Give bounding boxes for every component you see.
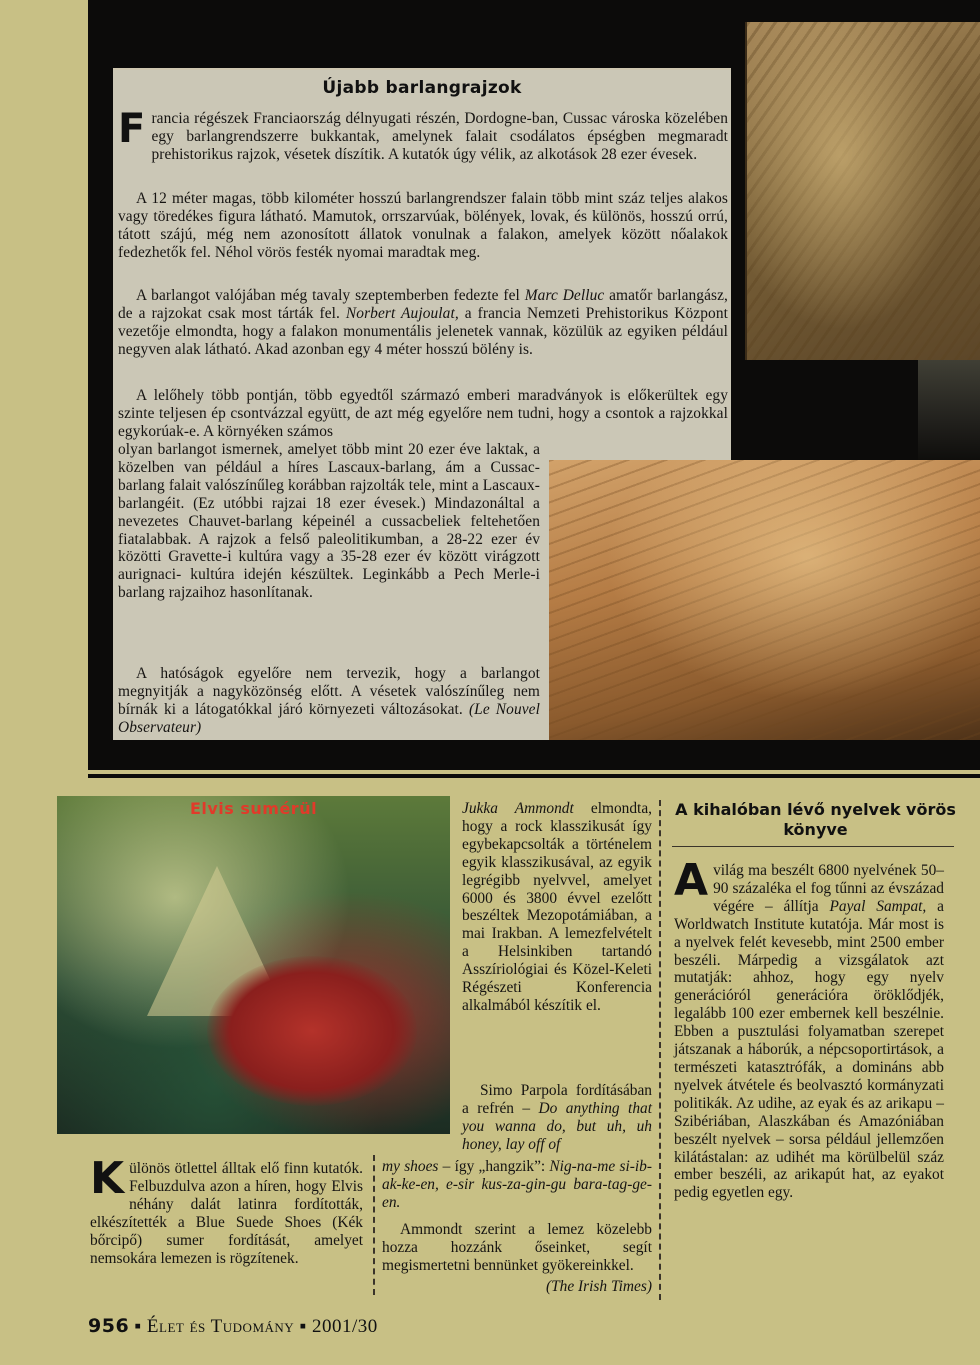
person-name: Marc Delluc (524, 287, 605, 304)
source-credit: (Le Nouvel Observateur) (118, 700, 540, 736)
article-paragraph-3: A barlangot valójában még tavaly szeptemberben fedezte fel Marc Delluc amatőr barlangász, de a rajzokat csak most tárták fel. Norbert Aujoulat, a francia Nemzeti Prehistorikus Központ vezetője elmondta, hogy a falakon monumentális jelenetek vannak, közülük az egyiken például negyven alak látható. Akad azonban egy 4 méter hosszú bölény is. (118, 287, 728, 358)
source-credit: (The Irish Times) (545, 1278, 652, 1295)
album-title: Elvis sumérül (189, 799, 318, 818)
song-lyric: Do anything that you wanna do, but uh, uh honey, lay off of (462, 1099, 652, 1153)
column-divider (373, 1155, 375, 1295)
article-paragraph-4-continued: olyan barlangot ismernek, amelyet több mint 20 ezer éve laktak, a közelben van például a híres Lascaux-barlang, ám a Cussac-barlang falait valószínűleg korábban rajzolták tele, mint a Lascaux-barlangéit. (Ez utóbbi rajzai 18 ezer évesek.) Mindazonáltal a nevezetes Chauvet-barlang képeinél a cussacbeliek feltehetően fiatalabbak. A rajzok a felső paleolitikumban, a 28-22 ezer év közötti Gravette-i kultúra vagy a 35-28 ezer év között virágzott aurignaci- kultúra idején készültek. Leginkább a Pech Merle-i barlang rajzaihoz hasonlítanak. (118, 441, 540, 602)
article-paragraph-5: A hatóságok egyelőre nem tervezik, hogy a barlangot megnyitják a nagyközönség előtt. A vésetek valószínűleg nem bírnák ki a látogatókkal járó környezeti változásokat. (Le Nouvel Observateur) (118, 665, 540, 736)
article-paragraph-4: A lelőhely több pontján, több egyedtől származó emberi maradványok is előkerültek egy szinte teljesen ép csontvázzal együtt, de azt még egyelőre nem tudni, hogy a csontok a rajzokkal egykorúak-e. A környéken számos (118, 387, 728, 440)
album-cover-image (57, 796, 450, 1134)
elvis-paragraph-1: Különös ötlettel álltak elő finn kutatók. Felbuzdulva azon a híren, hogy Elvis néhány dalát latinra fordították, elkészítették a Blue Suede Shoes (Kék bőrcipő) sumer fordítását, amelyet nemsokára lemezen is rögzítenek. (90, 1153, 363, 1267)
dropcap: A (674, 855, 709, 906)
article-title: Újabb barlangrajzok (322, 78, 522, 98)
person-name: Jukka Ammondt (462, 800, 574, 817)
column-divider (659, 800, 661, 1300)
dropcap: F (118, 106, 146, 152)
magazine-name: Élet és Tudomány (146, 1316, 295, 1337)
section-divider (88, 774, 980, 778)
cave-engraving-photo (745, 22, 980, 360)
elvis-figure-shape (207, 956, 417, 1106)
page-footer (88, 1315, 378, 1338)
separator: ▪ (299, 1316, 307, 1337)
article-paragraph-1: Francia régészek Franciaország délnyugati részén, Dordogne-ban, Cussac városka közelében egy barlangrendszerre bukkantak, amelynek falait csodálatos épségben megmaradt prehistorikus rajzok, vésetek díszítik. A kutatók úgy vélik, az alkotások 28 ezer évesek. (118, 106, 728, 163)
article-paragraph-2: A 12 méter magas, több kilométer hosszú barlangrendszer falain több mint száz teljes alakos vagy töredékes figura látható. Mamutok, orrszarvúak, bölények, lovak, és különös, hosszú orrú, tátott szájú, még nem azonosított állatok vonulnak a falakon, amelyek között nőalakok fedezhetők fel. Néhol vörös festék nyomai maradtak meg. (118, 190, 728, 261)
issue-number: 2001/30 (311, 1316, 378, 1337)
person-name: Payal Sampat, (829, 897, 927, 915)
sumerian-lyric: Nig-na-me si-ib-ak-ke-en, e-sir kus-za-gin-gu bara-tag-ge-en. (382, 1158, 652, 1211)
languages-paragraph: A világ ma beszélt 6800 nyelvének 50–90 százaléka el fog tűnni az évszázad végére – állítja Payal Sampat, a Worldwatch Institute kutatója. Már most is a nyelvek felét kevesebb, mint 2500 ember beszéli. Márpedig a vizsgálatok azt mutatják: ahhoz, hogy egy nyelv generációról generációra öröklődjék, legalább 100 ezer embernek kell beszélnie. Ebben a pusztulási folyamatban szerepet játszanak a háborúk, a népcsoportirtások, a természeti katasztrófák, a domináns abb nyelvek átvétele és beolvasztó kormányzati politikák. Az udihe, az eyak és az arikapu – Szibériában, Alaszkában és Amazóniában beszélt nyelvek – sorsa például jellemzően kilátástalan: az udihét ma körülbelül száz ember beszéli, az arikapút hat, az eyakot pedig egyetlen egy. (674, 855, 944, 1202)
person-name: Norbert Aujoulat, (345, 304, 459, 322)
separator: ▪ (134, 1316, 142, 1337)
page-number: 956 (88, 1315, 130, 1337)
elvis-paragraph-2: Jukka Ammondt elmondta, hogy a rock klasszikusát így egybekapcsolták a történelem egyik klasszikusával, az egyik legrégibb nyelvvel, amelyet 6000 és 3800 évvel ezelőtt beszéltek Mezopotámiában, a mai Irakban. A lemezfelvételt a Helsinkiben tartandó Asszíriológiai és Közel-Keleti Régészeti Konferencia alkalmából készítik el. (462, 800, 653, 1014)
elvis-paragraph-3: Simo Parpola fordításában a refrén – Do anything that you wanna do, but uh, uh honey, lay off of (462, 1082, 652, 1153)
cave-wall-photo (549, 460, 980, 740)
cave-rock-photo-strip (918, 360, 980, 460)
dropcap: K (90, 1153, 125, 1204)
title-rule (672, 846, 954, 847)
elvis-paragraph-4: Ammondt szerint a lemez közelebb hozza hozzánk őseinket, segít megismertetni bennünket gyökereinkkel. (382, 1221, 652, 1274)
elvis-paragraph-3-continued: my shoes – így „hangzik”: Nig-na-me si-ib-ak-ke-en, e-sir kus-za-gin-gu bara-tag-ge-en. (382, 1158, 652, 1211)
article-title: A kihalóban lévő nyelvek vörös könyve (675, 800, 956, 839)
